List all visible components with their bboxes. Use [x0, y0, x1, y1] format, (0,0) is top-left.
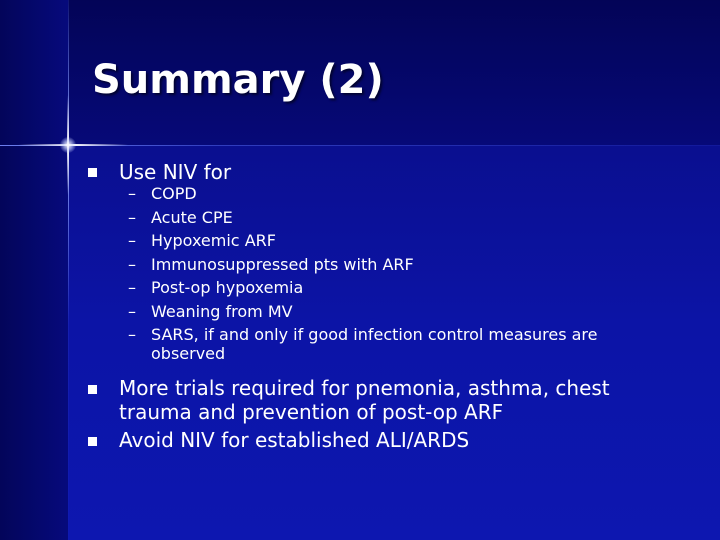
dash-icon: –	[128, 207, 136, 227]
dash-icon: –	[128, 278, 136, 297]
square-bullet-icon	[88, 437, 97, 446]
sub-item-label: Acute CPE	[151, 207, 233, 227]
sub-item-weaning-mv	[128, 303, 597, 327]
sub-bullet-list	[128, 185, 597, 368]
dash-icon: –	[128, 325, 136, 344]
dash-icon: –	[128, 254, 136, 274]
sub-item-label: Weaning from MV	[151, 301, 293, 321]
sub-item-label: Immunosuppressed pts with ARF	[151, 254, 414, 274]
sub-item-label: COPD	[151, 184, 197, 203]
sub-item-sars	[128, 326, 597, 368]
sub-item-post-op-hypoxemia	[128, 279, 597, 303]
square-bullet-icon	[88, 385, 97, 394]
dash-icon: –	[128, 184, 136, 203]
bullet-text: Avoid NIV for established ALI/ARDS	[119, 428, 470, 452]
dash-icon: –	[128, 301, 136, 321]
slide-title: Summary (2)	[92, 57, 384, 103]
sub-item-hypoxemic-arf	[128, 232, 597, 256]
sub-item-label-line1: SARS, if and only if good infection control measures are	[151, 325, 598, 344]
sub-item-label: Post-op hypoxemia	[151, 278, 304, 297]
sub-item-immunosuppressed	[128, 256, 597, 280]
sub-item-acute-cpe	[128, 209, 597, 233]
sparkle-star-icon	[60, 137, 76, 153]
sub-item-label: Hypoxemic ARF	[151, 231, 276, 250]
vertical-decor-line	[68, 0, 69, 540]
dash-icon: –	[128, 231, 136, 250]
left-decor-strip	[0, 0, 68, 540]
bullet-text-line2: trauma and prevention of post-op ARF	[119, 400, 504, 424]
sub-item-label-line2: observed	[151, 343, 226, 363]
sub-item-copd	[128, 185, 597, 209]
bullet-text-line1: More trials required for pnemonia, asthma, chest	[119, 376, 610, 400]
bullet-text: Use NIV for	[119, 160, 232, 184]
square-bullet-icon	[88, 168, 97, 177]
